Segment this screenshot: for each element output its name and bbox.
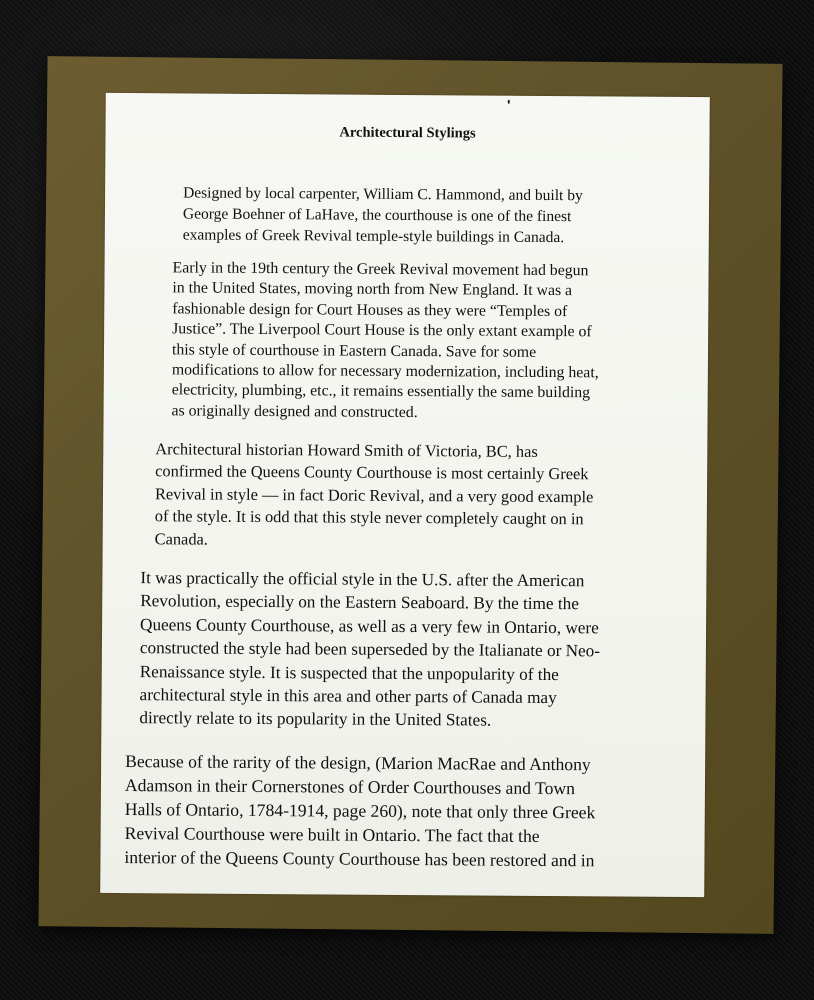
text-line: Because of the rarity of the design, (Marion MacRae and Anthony (125, 751, 591, 775)
text-line: Revival in style — in fact Doric Revival, and a very good example (154, 484, 594, 507)
text-line: fashionable design for Court Houses as they were “Temples of (172, 300, 568, 320)
text-line: modifications to allow for necessary modernization, including heat, (171, 361, 599, 382)
document-title: Architectural Stylings (339, 124, 476, 142)
text-line: Canada. (154, 528, 209, 549)
text-line: Renaissance style. It is suspected that the unpopularity of the (139, 661, 559, 684)
text-line: Adamson in their Cornerstones of Order Courthouses and Town (124, 775, 575, 799)
text-line: Designed by local carpenter, William C. Hammond, and built by (183, 184, 583, 205)
text-line: this style of courthouse in Eastern Canada. Save for some (171, 340, 537, 361)
paragraph-3 (155, 438, 594, 553)
text-line: as originally designed and constructed. (171, 402, 418, 421)
paragraph-1 (183, 182, 583, 248)
text-line: Revolution, especially on the Eastern Seaboard. By the time the (140, 591, 579, 614)
text-line: It was practically the official style in the U.S. after the American (140, 568, 585, 591)
text-line: examples of Greek Revival temple-style buildings in Canada. (182, 226, 565, 247)
text-line: interior of the Queens County Courthouse has been restored and in (124, 847, 595, 871)
text-line: Queens County Courthouse, as well as a very few in Ontario, were (140, 614, 599, 638)
paragraph-5 (124, 749, 595, 872)
text-line: Halls of Ontario, 1784-1914, page 260), note that only three Greek (124, 799, 596, 823)
ink-speck (508, 100, 510, 104)
paragraph-2 (172, 258, 600, 424)
paragraph-4 (139, 566, 600, 733)
text-line: Early in the 19th century the Greek Revival movement had begun (172, 259, 589, 280)
text-line: directly relate to its popularity in the United States. (139, 708, 492, 731)
text-line: Architectural historian Howard Smith of Victoria, BC, has (155, 439, 538, 461)
text-line: confirmed the Queens County Courthouse is most certainly Greek (155, 461, 589, 484)
text-line: architectural style in this area and other parts of Canada may (139, 685, 557, 708)
text-line: Justice”. The Liverpool Court House is the only extant example of (172, 320, 592, 341)
text-line: Revival Courthouse were built in Ontario. The fact that the (124, 823, 540, 846)
text-line: of the style. It is odd that this style never completely caught on in (154, 506, 584, 529)
text-line: electricity, plumbing, etc., it remains essentially the same building (171, 381, 591, 402)
text-line: George Boehner of LaHave, the courthouse is one of the finest (182, 205, 572, 226)
paper-sheet (100, 93, 710, 897)
text-line: in the United States, moving north from New England. It was a (172, 279, 573, 300)
text-line: constructed the style had been superseded by the Italianate or Neo- (139, 638, 601, 661)
